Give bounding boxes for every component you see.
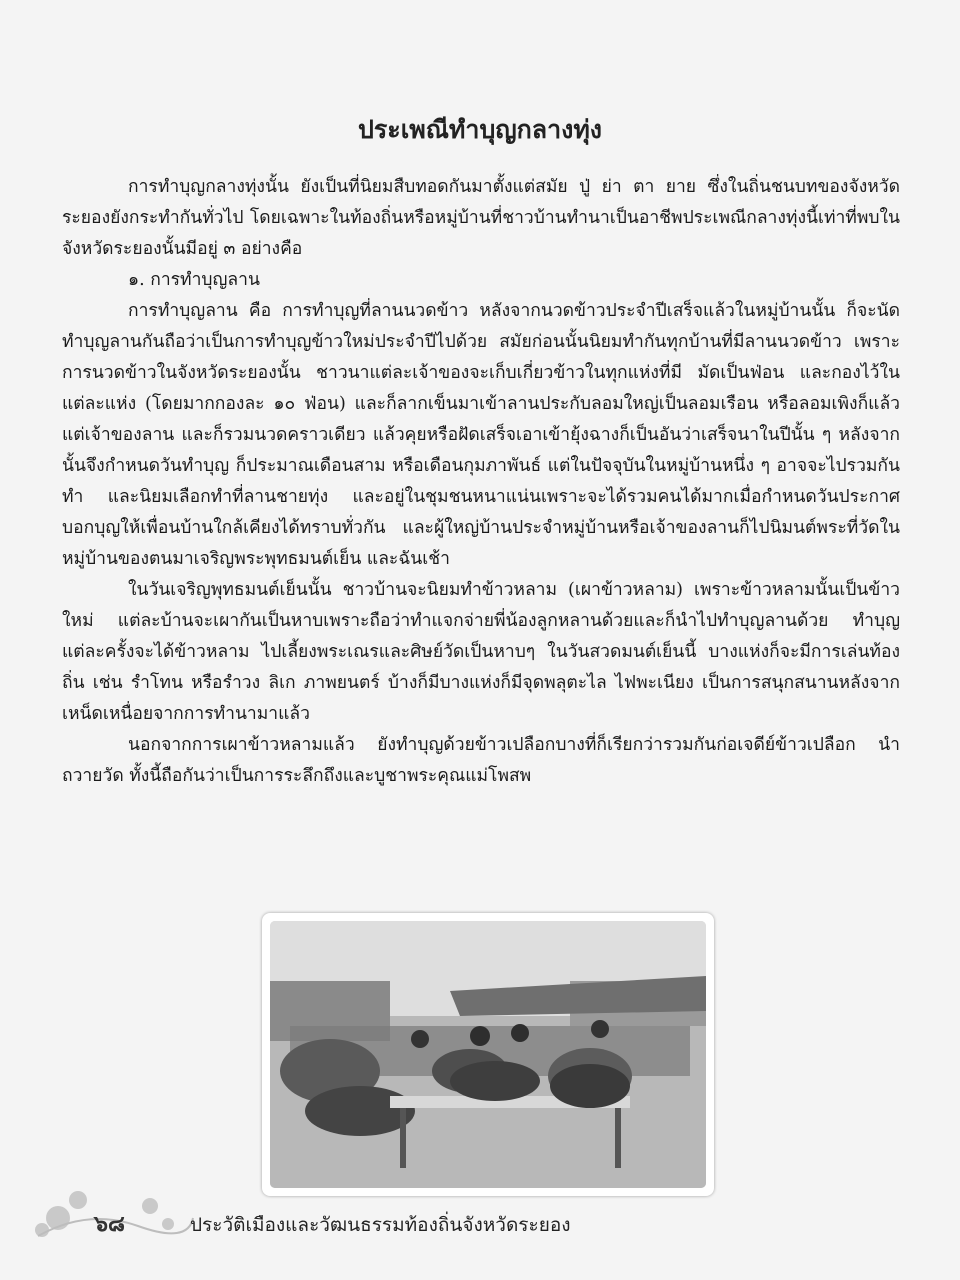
paragraph-khao-plueak: นอกจากการเผาข้าวหลามแล้ว ยังทำบุญด้วยข้าวเปลือกบางที่ก็เรียกว่ารวมกันก่อเจดีย์ข้าวเปลือก นำถวายวัด ทั้งนี้ถือกันว่าเป็นการระลึกถึงและบูชาพระคุณแม่โพสพ <box>62 735 900 786</box>
footer-book-title: ประวัติเมืองและวัฒนธรรมท้องถิ่นจังหวัดระยอง <box>190 1214 571 1236</box>
festival-photo-illustration <box>270 921 706 1188</box>
photo-frame <box>262 913 714 1196</box>
page-number: ๖๘ <box>94 1212 125 1237</box>
paragraph-intro: การทำบุญกลางทุ่งนั้น ยังเป็นที่นิยมสืบทอดกันมาตั้งแต่สมัย ปู่ ย่า ตา ยาย ซึ่งในถิ่นชนบทของจังหวัดระยองยังกระทำกันทั่วไป โดยเฉพาะในท้องถิ่นหรือหมู่บ้านที่ชาวบ้านทำนาเป็นอาชีพประเพณีกลางทุ่งนี้เท่าที่พบในจังหวัดระยองนั้นมีอยู่ ๓ อย่างคือ <box>62 177 900 259</box>
body-text <box>62 172 900 792</box>
paragraph-tham-bun-lan: การทำบุญลาน คือ การทำบุญที่ลานนวดข้าว หลังจากนวดข้าวประจำปีเสร็จแล้วในหมู่บ้านนั้น ก็จะนัดทำบุญลานกันถือว่าเป็นการทำบุญข้าวใหม่ประจำปีไปด้วย สมัยก่อนนั้นนิยมทำกันทุกบ้านที่มีลานนวดข้าว เพราะการนวดข้าวในจังหวัดระยองนั้น ชาวนาแต่ละเจ้าของจะเก็บเกี่ยวข้าวในทุกแห่งที่มี มัดเป็นฟ่อน และกองไว้ในแต่ละแห่ง (โดยมากกองละ ๑๐ ฟ่อน) และก็ลากเข็นมาเข้าลานประกับลอมใหญ่เป็นลอมเรือน หรือลอมเพิงก็แล้วแต่เจ้าของลาน และก็รวมนวดคราวเดียว แล้วคุยหรือฝัดเสร็จเอาเข้ายุ้งฉางก็เป็นอันว่าเสร็จนาในปีนั้น ๆ หลังจากนั้นจึงกำหนดวันทำบุญ ก็ประมาณเดือนสาม หรือเดือนกุมภาพันธ์ แต่ในปัจจุบันในหมู่บ้านหนึ่ง ๆ อาจจะไปรวมกันทำ และนิยมเลือกทำที่ลานชายทุ่ง และอยู่ในชุมชนหนาแน่นเพราะจะได้รวมคนได้มากเมื่อกำหนดวันประกาศบอกบุญให้เพื่อนบ้านใกล้เคียงได้ทราบทั่วกัน และผู้ใหญ่บ้านประจำหมู่บ้านหรือเจ้าของลานก็ไปนิมนต์พระที่วัดในหมู่บ้านของตนมาเจริญพระพุทธมนต์เย็น และฉันเช้า <box>62 301 900 569</box>
festival-photo <box>270 921 706 1188</box>
page-title: ประเพณีทำบุญกลางทุ่ง <box>357 115 603 144</box>
paragraph-khao-lam: ในวันเจริญพุทธมนต์เย็นนั้น ชาวบ้านจะนิยมทำข้าวหลาม (เผาข้าวหลาม) เพราะข้าวหลามนั้นเป็นข้าวใหม่ แต่ละบ้านจะเผากันเป็นหาบเพราะถือว่าทำแจกจ่ายพี่น้องลูกหลานด้วยและก็นำไปทำบุญลานด้วย ทำบุญแต่ละครั้งจะได้ข้าวหลาม ไปเลี้ยงพระเณรและศิษย์วัดเป็นหาบๆ ในวันสวดมนต์เย็นนี้ บางแห่งก็จะมีการเล่นท้องถิ่น เช่น รำโทน หรือรำวง ลิเก ภาพยนตร์ บ้างก็มีบางแห่งก็มีจุดพลุตะไล ไฟพะเนียง เป็นการสนุกสนานหลังจากเหน็ดเหนื่อยจากการทำนามาแล้ว <box>62 580 900 724</box>
section-heading-tham-bun-lan: ๑. การทำบุญลาน <box>128 270 260 290</box>
